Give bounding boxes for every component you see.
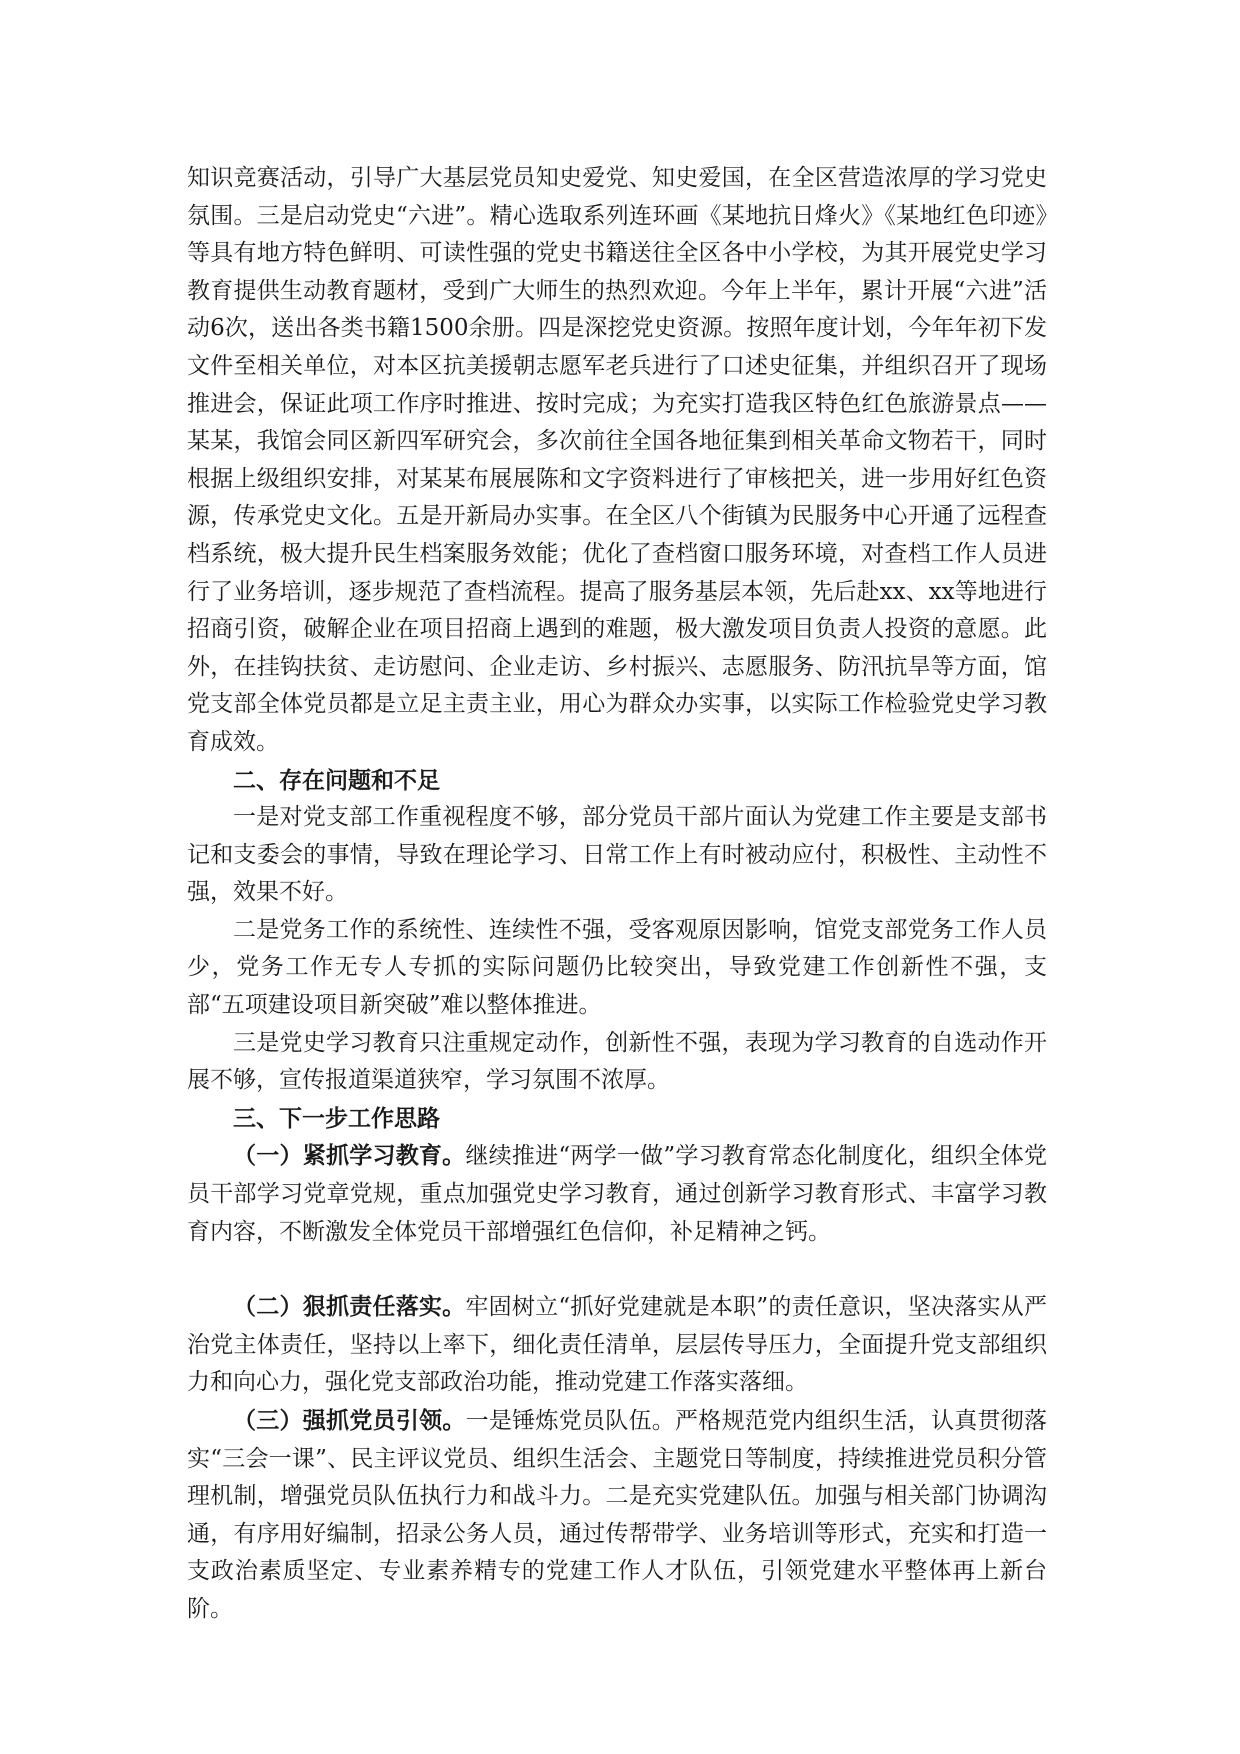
next-step-item-2-lead: （二）狠抓责任落实。 <box>233 1293 466 1321</box>
next-step-item-1-body: 继续推进“两学一做”学习教育常态化制度化，组织全体党员干部学习党章党规，重点加强党史学习教育，通过创新学习教育形式、丰富学习教育内容，不断激发全体党员干部增强红色信仰，补足精神之钙。 <box>187 1143 1047 1245</box>
next-step-item-2-body: 牢固树立“抓好党建就是本职”的责任意识，坚决落实从严治党主体责任，坚持以上率下，细化责任清单，层层传导压力，全面提升党支部组织力和向心力，强化党支部政治功能，推动党建工作落实落细。 <box>187 1294 1047 1396</box>
section-heading-next-steps: 三、下一步工作思路 <box>233 1104 440 1132</box>
section-heading-problems: 二、存在问题和不足 <box>233 766 440 794</box>
next-step-item-3-body: 一是锤炼党员队伍。严格规范党内组织生活，认真贯彻落实“三会一课”、民主评议党员、组织生活会、主题党日等制度，持续推进党员积分管理机制，增强党员队伍执行力和战斗力。二是充实党建队伍。加强与相关部门协调沟通，有序用好编制，招录公务人员，通过传帮带学、业务培训等形式，充实和打造一支政治素质坚定、专业素养精专的党建工作人才队伍，引领党建水平整体再上新台阶。 <box>187 1408 1048 1622</box>
next-step-item-1 <box>187 1137 1047 1251</box>
problem-paragraph-3: 三是党史学习教育只注重规定动作，创新性不强，表现为学习教育的自选动作开展不够，宣传报道渠道狭窄，学习氛围不浓厚。 <box>187 1029 1047 1094</box>
document-body <box>187 160 1047 1629</box>
next-step-item-3 <box>187 1402 1047 1629</box>
problem-paragraph-1: 一是对党支部工作重视程度不够，部分党员干部片面认为党建工作主要是支部书记和支委会的事情，导致在理论学习、日常工作上有时被动应付，积极性、主动性不强，效果不好。 <box>187 804 1047 906</box>
problem-paragraph-2: 二是党务工作的系统性、连续性不强，受客观原因影响，馆党支部党务工作人员少，党务工作无专人专抓的实际问题仍比较突出，导致党建工作创新性不强，支部“五项建设项目新突破”难以整体推进。 <box>187 916 1047 1019</box>
next-step-item-3-lead: （三）强抓党员引领。 <box>233 1407 466 1434</box>
next-step-item-1-lead: （一）紧抓学习教育。 <box>233 1142 466 1170</box>
blank-line <box>187 1251 1047 1288</box>
next-step-item-2 <box>187 1288 1047 1402</box>
intro-paragraph: 知识竞赛活动，引导广大基层党员知史爱党、知史爱国，在全区营造浓厚的学习党史氛围。三是启动党史“六进”。精心选取系列连环画《某地抗日烽火》《某地红色印迹》等具有地方特色鲜明、可读性强的党史书籍送往全区各中小学校，为其开展党史学习教育提供生动教育题材，受到广大师生的热烈欢迎。今年上半年，累计开展“六进”活动6次，送出各类书籍1500余册。四是深挖党史资源。按照年度计划，今年年初下发文件至相关单位，对本区抗美援朝志愿军老兵进行了口述史征集，并组织召开了现场推进会，保证此项工作序时推进、按时完成；为充实打造我区特色红色旅游景点——某某，我馆会同区新四军研究会，多次前往全国各地征集到相关革命文物若干，同时根据上级组织安排，对某某布展展陈和文字资料进行了审核把关，进一步用好红色资源，传承党史文化。五是开新局办实事。在全区八个街镇为民服务中心开通了远程查档系统，极大提升民生档案服务效能；优化了查档窗口服务环境，对查档工作人员进行了业务培训，逐步规范了查档流程。提高了服务基层本领，先后赴xx、xx等地进行招商引资，破解企业在项目招商上遇到的难题，极大激发项目负责人投资的意愿。此外，在挂钩扶贫、走访慰问、企业走访、乡村振兴、志愿服务、防汛抗旱等方面，馆党支部全体党员都是立足主责主业，用心为群众办实事，以实际工作检验党史学习教育成效。 <box>187 165 1047 755</box>
